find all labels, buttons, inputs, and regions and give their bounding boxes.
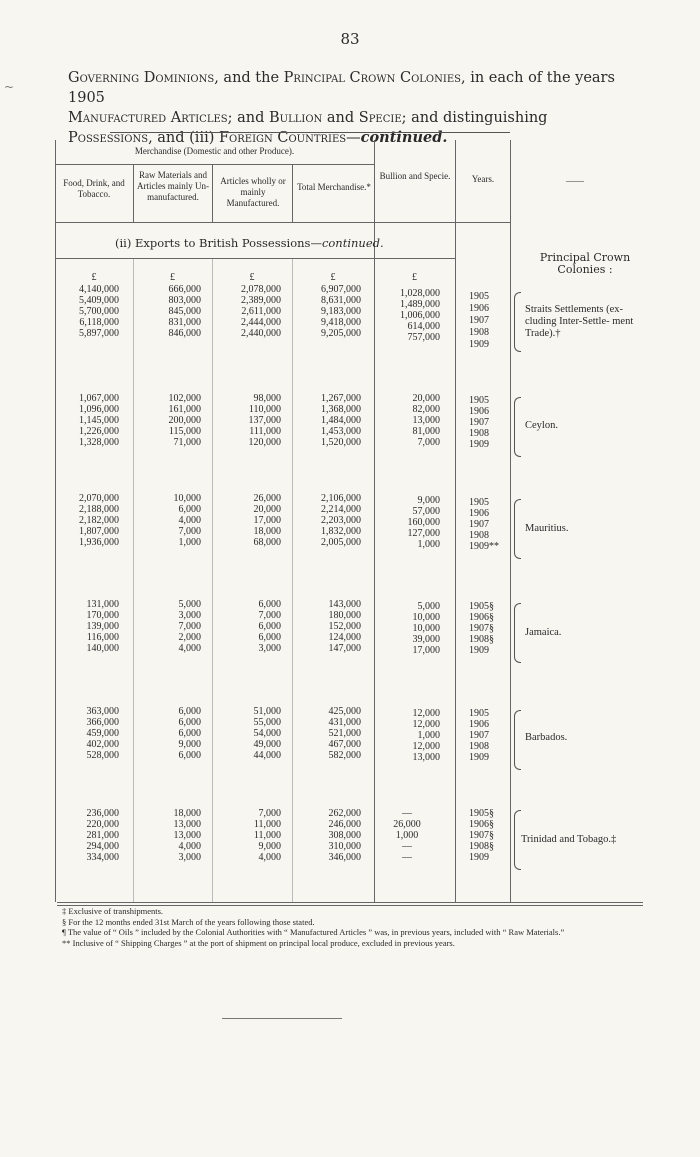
merchandise-group-header: Merchandise (Domestic and other Produce). — [134, 146, 295, 156]
blank-header: —— — [566, 176, 584, 186]
margin-mark: ~ — [4, 80, 15, 94]
footnote: ¶ The value of “ Oils ” included by the Colonial Authorities with “ Manufactured Articles ” was, in previous years, included with “ Raw Materials.” — [62, 927, 565, 937]
raw-values: 5,000 3,000 7,000 2,000 4,000 — [178, 599, 201, 654]
unit-symbol: £ — [330, 272, 336, 283]
section-title-continued: continued. — [321, 236, 384, 250]
heading-part: Principal Crown Colonies — [283, 70, 461, 86]
food-values: 363,000 366,000 459,000 402,000 528,000 — [86, 706, 119, 761]
col-divider — [455, 140, 456, 902]
unit-symbol: £ — [91, 272, 97, 283]
food-values: 236,000 220,000 281,000 294,000 334,000 — [86, 808, 119, 863]
bullion-values: 1,028,000 1,489,000 1,006,000 614,000 757,000 — [400, 288, 440, 343]
footnote: ‡ Exclusive of transhipments. — [62, 906, 164, 916]
manufactured-header: Articles wholly or mainly Manufactured. — [220, 176, 286, 208]
heading-part: ; and distinguishing — [401, 110, 548, 126]
heading-part: Bullion — [269, 110, 323, 126]
articles-values: 51,000 55,000 54,000 49,000 44,000 — [253, 706, 281, 761]
end-rule — [222, 1018, 342, 1019]
group-brace — [514, 397, 521, 457]
raw-values: 18,000 13,000 13,000 4,000 3,000 — [173, 808, 201, 863]
heading-part: — — [346, 130, 361, 146]
footnote: ** Inclusive of “ Shipping Charges ” at the port of shipment on principal local produce, excluded in previous years. — [62, 937, 455, 948]
heading-part: and — [322, 110, 359, 126]
articles-values: 2,078,000 2,389,000 2,611,000 2,444,000 2,440,000 — [241, 284, 281, 339]
unit-symbol: £ — [412, 272, 417, 283]
heading-part: Governing Dominions — [68, 70, 215, 86]
year-values: 1905 1906 1907 1908 1909 — [469, 708, 489, 763]
colony-label: Jamaica. — [525, 627, 562, 638]
food-values: 2,070,000 2,188,000 2,182,000 1,807,000 1,936,000 — [79, 493, 119, 548]
food-header: Food, Drink, and Tobacco. — [63, 178, 125, 199]
year-values: 1905 1906 1907 1908 1909 — [469, 395, 489, 450]
colony-label: Trinidad and Tobago.‡ — [521, 834, 617, 845]
articles-values: 98,000 110,000 137,000 111,000 120,000 — [248, 393, 281, 448]
col-divider — [292, 164, 293, 222]
group-brace — [514, 810, 521, 870]
raw-materials-header: Raw Materials and Articles mainly Un-manufactured. — [137, 170, 209, 202]
raw-values: 102,000 161,000 200,000 115,000 71,000 — [168, 393, 201, 448]
year-values: 1905 1906 1907 1908 1909** — [469, 497, 499, 552]
section-rule — [55, 258, 455, 259]
heading-part: , and the — [214, 70, 284, 86]
food-values: 4,140,000 5,409,000 5,700,000 6,118,000 5,897,000 — [79, 284, 119, 339]
table-bottom-rule — [57, 902, 643, 903]
unit-symbol: £ — [170, 272, 175, 283]
page-number: 83 — [340, 30, 360, 48]
bullion-values: 9,000 57,000 160,000 127,000 1,000 — [407, 495, 440, 550]
heading-part: continued. — [360, 129, 448, 146]
total-values: 262,000 246,000 308,000 310,000 346,000 — [328, 808, 361, 863]
year-values: 1905§ 1906§ 1907§ 1908§ 1909 — [469, 808, 494, 863]
section-title — [115, 236, 435, 250]
food-values: 131,000 170,000 139,000 116,000 140,000 — [86, 599, 119, 654]
articles-values: 6,000 7,000 6,000 6,000 3,000 — [258, 599, 281, 654]
heading-part: Manufactured Articles — [68, 110, 228, 126]
raw-values: 666,000 803,000 845,000 831,000 846,000 — [168, 284, 201, 339]
group-brace — [514, 499, 521, 559]
top-rule — [110, 132, 510, 133]
group-brace — [514, 710, 521, 770]
bullion-values: 12,000 12,000 1,000 12,000 13,000 — [412, 708, 440, 763]
page-heading — [68, 68, 628, 148]
heading-part: Specie — [358, 110, 402, 126]
bullion-header: Bullion and Specie. — [379, 171, 451, 181]
bullion-values: 20,000 82,000 13,000 81,000 7,000 — [412, 393, 440, 448]
heading-part: , and (iii) — [148, 130, 219, 146]
year-values: 1905 1906 1907 1908 1909 — [469, 291, 489, 350]
section-title-main: (ii) Exports to British Possessions — [115, 236, 311, 250]
heading-part: ; and — [227, 110, 270, 126]
footnotes — [50, 906, 650, 948]
exports-table — [55, 140, 641, 902]
raw-values: 10,000 6,000 4,000 7,000 1,000 — [173, 493, 201, 548]
years-header: Years. — [471, 174, 495, 184]
total-values: 143,000 180,000 152,000 124,000 147,000 — [328, 599, 361, 654]
col-divider — [133, 258, 134, 902]
raw-values: 6,000 6,000 6,000 9,000 6,000 — [178, 706, 201, 761]
total-values: 1,267,000 1,368,000 1,484,000 1,453,000 1,520,000 — [321, 393, 361, 448]
total-merchandise-header: Total Merchandise.* — [297, 182, 371, 192]
heading-part: Foreign Countries — [219, 130, 347, 146]
heading-part: , in each of the years 1905 — [68, 70, 615, 106]
col-divider — [212, 164, 213, 222]
bullion-values: 5,000 10,000 10,000 39,000 17,000 — [412, 601, 440, 656]
colony-label: Straits Settlements (ex- cluding Inter-Settle- ment Trade).† — [525, 304, 634, 339]
footnote: § For the 12 months ended 31st March of the years following those stated. — [62, 916, 315, 927]
col-divider — [510, 140, 511, 902]
header-rule — [55, 222, 510, 223]
unit-symbol: £ — [249, 272, 255, 283]
articles-values: 26,000 20,000 17,000 18,000 68,000 — [253, 493, 281, 548]
colony-label: Ceylon. — [525, 420, 558, 431]
year-values: 1905§ 1906§ 1907§ 1908§ 1909 — [469, 601, 494, 656]
col-divider — [292, 258, 293, 902]
group-brace — [514, 292, 521, 352]
principal-crown-colonies-title: Principal Crown Colonies : — [539, 251, 631, 276]
food-values: 1,067,000 1,096,000 1,145,000 1,226,000 1,328,000 — [79, 393, 119, 448]
total-values: 2,106,000 2,214,000 2,203,000 1,832,000 2,005,000 — [321, 493, 361, 548]
header-rule — [55, 164, 374, 165]
colony-label: Mauritius. — [525, 523, 569, 534]
colony-label: Barbados. — [525, 732, 568, 743]
total-values: 6,907,000 8,631,000 9,183,000 9,418,000 9,205,000 — [321, 284, 361, 339]
group-brace — [514, 603, 521, 663]
articles-values: 7,000 11,000 11,000 9,000 4,000 — [253, 808, 281, 863]
col-divider — [212, 258, 213, 902]
heading-part: Possessions — [68, 130, 149, 146]
total-values: 425,000 431,000 521,000 467,000 582,000 — [328, 706, 361, 761]
section-title-dash: — — [310, 236, 322, 250]
col-divider — [133, 164, 134, 222]
bullion-values: — 26,000 1,000 — — — [393, 808, 421, 863]
